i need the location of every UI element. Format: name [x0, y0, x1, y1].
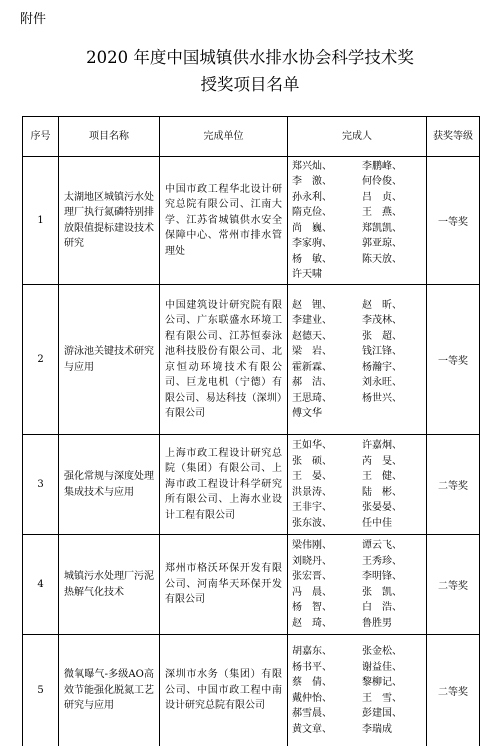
- person-name: 蔡 倩、: [292, 677, 332, 688]
- person-name: 郭亚琼、: [362, 238, 402, 249]
- header-no: 序号: [23, 117, 59, 157]
- table-row: [23, 435, 480, 535]
- person-name: 芮 旻、: [362, 455, 402, 467]
- person-name: 张 凯、: [362, 586, 402, 598]
- row-number: 3: [23, 435, 59, 535]
- header-project-name: 项目名称: [59, 117, 160, 157]
- person-name: 李瑞成: [362, 723, 392, 735]
- person-name: 陈天放、: [362, 253, 402, 265]
- person-name: 许天啸: [292, 269, 322, 280]
- project-name: 城镇污水处理厂污泥热解气化技术: [59, 535, 160, 635]
- row-number: 5: [23, 635, 59, 746]
- person-name: 王 晏、: [292, 471, 332, 482]
- person-name: 隋克俭、: [292, 207, 332, 218]
- completion-people: [288, 635, 427, 746]
- award-list-table: [22, 116, 480, 746]
- person-name: 李建业、: [292, 315, 332, 326]
- person-name: 赵 昕、: [362, 299, 402, 311]
- table-row: [23, 535, 480, 635]
- person-name: 杨瀚宇、: [362, 361, 402, 373]
- award-level: 一等奖: [427, 157, 480, 285]
- people-list: [292, 538, 422, 631]
- person-name: 杨 敏、: [292, 253, 332, 265]
- completion-unit: 中国建筑设计研究院有限公司、广东联盛水环境工程有限公司、江苏恒泰泳池科技股份有限公司、北京恒动环境技术有限公司、巨龙电机（宁德）有限公司、易达科技（深圳）有限公司: [160, 285, 288, 435]
- project-name: 强化常规与深度处理集成技术与应用: [59, 435, 160, 535]
- person-name: 谭云飞、: [362, 540, 402, 551]
- person-name: 黎柳记、: [362, 677, 402, 688]
- person-name: 杨书平、: [292, 661, 332, 673]
- person-name: 彭建国、: [362, 708, 402, 719]
- completion-people: [288, 285, 427, 435]
- person-name: 王 健、: [362, 471, 402, 482]
- person-name: 郑凯凯、: [362, 222, 402, 234]
- person-name: 赵德天、: [292, 330, 332, 342]
- person-name: 白 浩、: [362, 602, 402, 613]
- award-level: 二等奖: [427, 435, 480, 535]
- completion-unit: 郑州市格沃环保开发有限公司、河南华天环保开发有限公司: [160, 535, 288, 635]
- row-number: 1: [23, 157, 59, 285]
- person-name: 张 硕、: [292, 455, 332, 467]
- completion-unit: 中国市政工程华北设计研究总院有限公司、江南大学、江苏省城镇供水安全保障中心、常州市排水管理处: [160, 157, 288, 285]
- person-name: 霍新霖、: [292, 361, 332, 373]
- person-name: 杨 智、: [292, 602, 332, 613]
- person-name: 张宏晋、: [292, 571, 332, 582]
- person-name: 王非宇、: [292, 502, 332, 513]
- person-name: 梁伟刚、: [292, 540, 332, 551]
- person-name: 李明锋、: [362, 571, 402, 582]
- person-name: 刘永旺、: [362, 377, 402, 388]
- person-name: 尚 巍、: [292, 222, 332, 234]
- award-level: 二等奖: [427, 535, 480, 635]
- completion-people: [288, 157, 427, 285]
- person-name: 钱江锋、: [362, 346, 402, 357]
- document-title: 2020 年度中国城镇供水排水协会科学技术奖: [86, 48, 414, 67]
- person-name: 郝 洁、: [292, 377, 332, 388]
- person-name: 陆 彬、: [362, 486, 402, 498]
- person-name: 梁 岩、: [292, 346, 332, 357]
- person-name: 王思琦、: [292, 392, 332, 404]
- table-row: [23, 635, 480, 746]
- person-name: 吕 贞、: [362, 191, 402, 203]
- annex-label: 附件: [20, 12, 47, 27]
- person-name: 戴仲怡、: [292, 692, 332, 704]
- row-number: 4: [23, 535, 59, 635]
- person-name: 洪景涛、: [292, 486, 332, 498]
- completion-people: [288, 435, 427, 535]
- table-header-row: [23, 117, 480, 157]
- person-name: 赵 琦、: [292, 617, 332, 629]
- person-name: 李茂林、: [362, 315, 402, 326]
- person-name: 傅文华: [292, 408, 322, 419]
- person-name: 冯 晨、: [292, 586, 332, 598]
- person-name: 张东波、: [292, 517, 332, 529]
- person-name: 胡嘉东、: [292, 646, 332, 657]
- person-name: 李家驹、: [292, 238, 332, 249]
- person-name: 黄文章、: [292, 723, 332, 735]
- header-level: 获奖等级: [427, 117, 480, 157]
- person-name: 王 雪、: [362, 692, 402, 704]
- table-row: [23, 285, 480, 435]
- person-name: 张金松、: [362, 646, 402, 657]
- person-name: 张晏晏、: [362, 502, 402, 513]
- award-level: 二等奖: [427, 635, 480, 746]
- project-name: 太湖地区城镇污水处理厂执行氮磷特别排放限值提标建设技术研究: [59, 157, 160, 285]
- completion-unit: 深圳市水务（集团）有限公司、中国市政工程中南设计研究总院有限公司: [160, 635, 288, 746]
- person-name: 王 燕、: [362, 207, 402, 218]
- document-subtitle: 授奖项目名单: [200, 75, 300, 94]
- person-name: 郑兴灿、: [292, 160, 332, 172]
- person-name: 王如华、: [292, 440, 332, 451]
- people-list: [292, 438, 422, 531]
- completion-people: [288, 535, 427, 635]
- person-name: 李 激、: [292, 176, 332, 187]
- person-name: 谢益佳、: [362, 661, 402, 673]
- project-name: 游泳池关键技术研究与应用: [59, 285, 160, 435]
- person-name: 杨世兴、: [362, 392, 402, 404]
- person-name: 刘晓丹、: [292, 555, 332, 567]
- project-name: 微氧曝气-多级AO高效节能强化脱氮工艺研究与应用: [59, 635, 160, 746]
- person-name: 赵 锂、: [292, 299, 332, 311]
- person-name: 孙永利、: [292, 191, 332, 203]
- header-people: 完成人: [288, 117, 427, 157]
- row-number: 2: [23, 285, 59, 435]
- people-list: [292, 159, 422, 283]
- people-list: [292, 298, 422, 422]
- person-name: 郝雪晨、: [292, 708, 332, 719]
- header-unit: 完成单位: [160, 117, 288, 157]
- person-name: 李鹏峰、: [362, 160, 402, 172]
- people-list: [292, 644, 422, 737]
- person-name: 任中佳: [362, 517, 392, 529]
- person-name: 鲁胜男: [362, 617, 392, 629]
- person-name: 许嘉炯、: [362, 440, 402, 451]
- award-level: 一等奖: [427, 285, 480, 435]
- person-name: 王秀珍、: [362, 555, 402, 567]
- person-name: 何伶俊、: [362, 176, 402, 187]
- person-name: 张 超、: [362, 330, 402, 342]
- completion-unit: 上海市政工程设计研究总院（集团）有限公司、上海市政工程设计科学研究所有限公司、上海水业设计工程有限公司: [160, 435, 288, 535]
- table-row: [23, 157, 480, 285]
